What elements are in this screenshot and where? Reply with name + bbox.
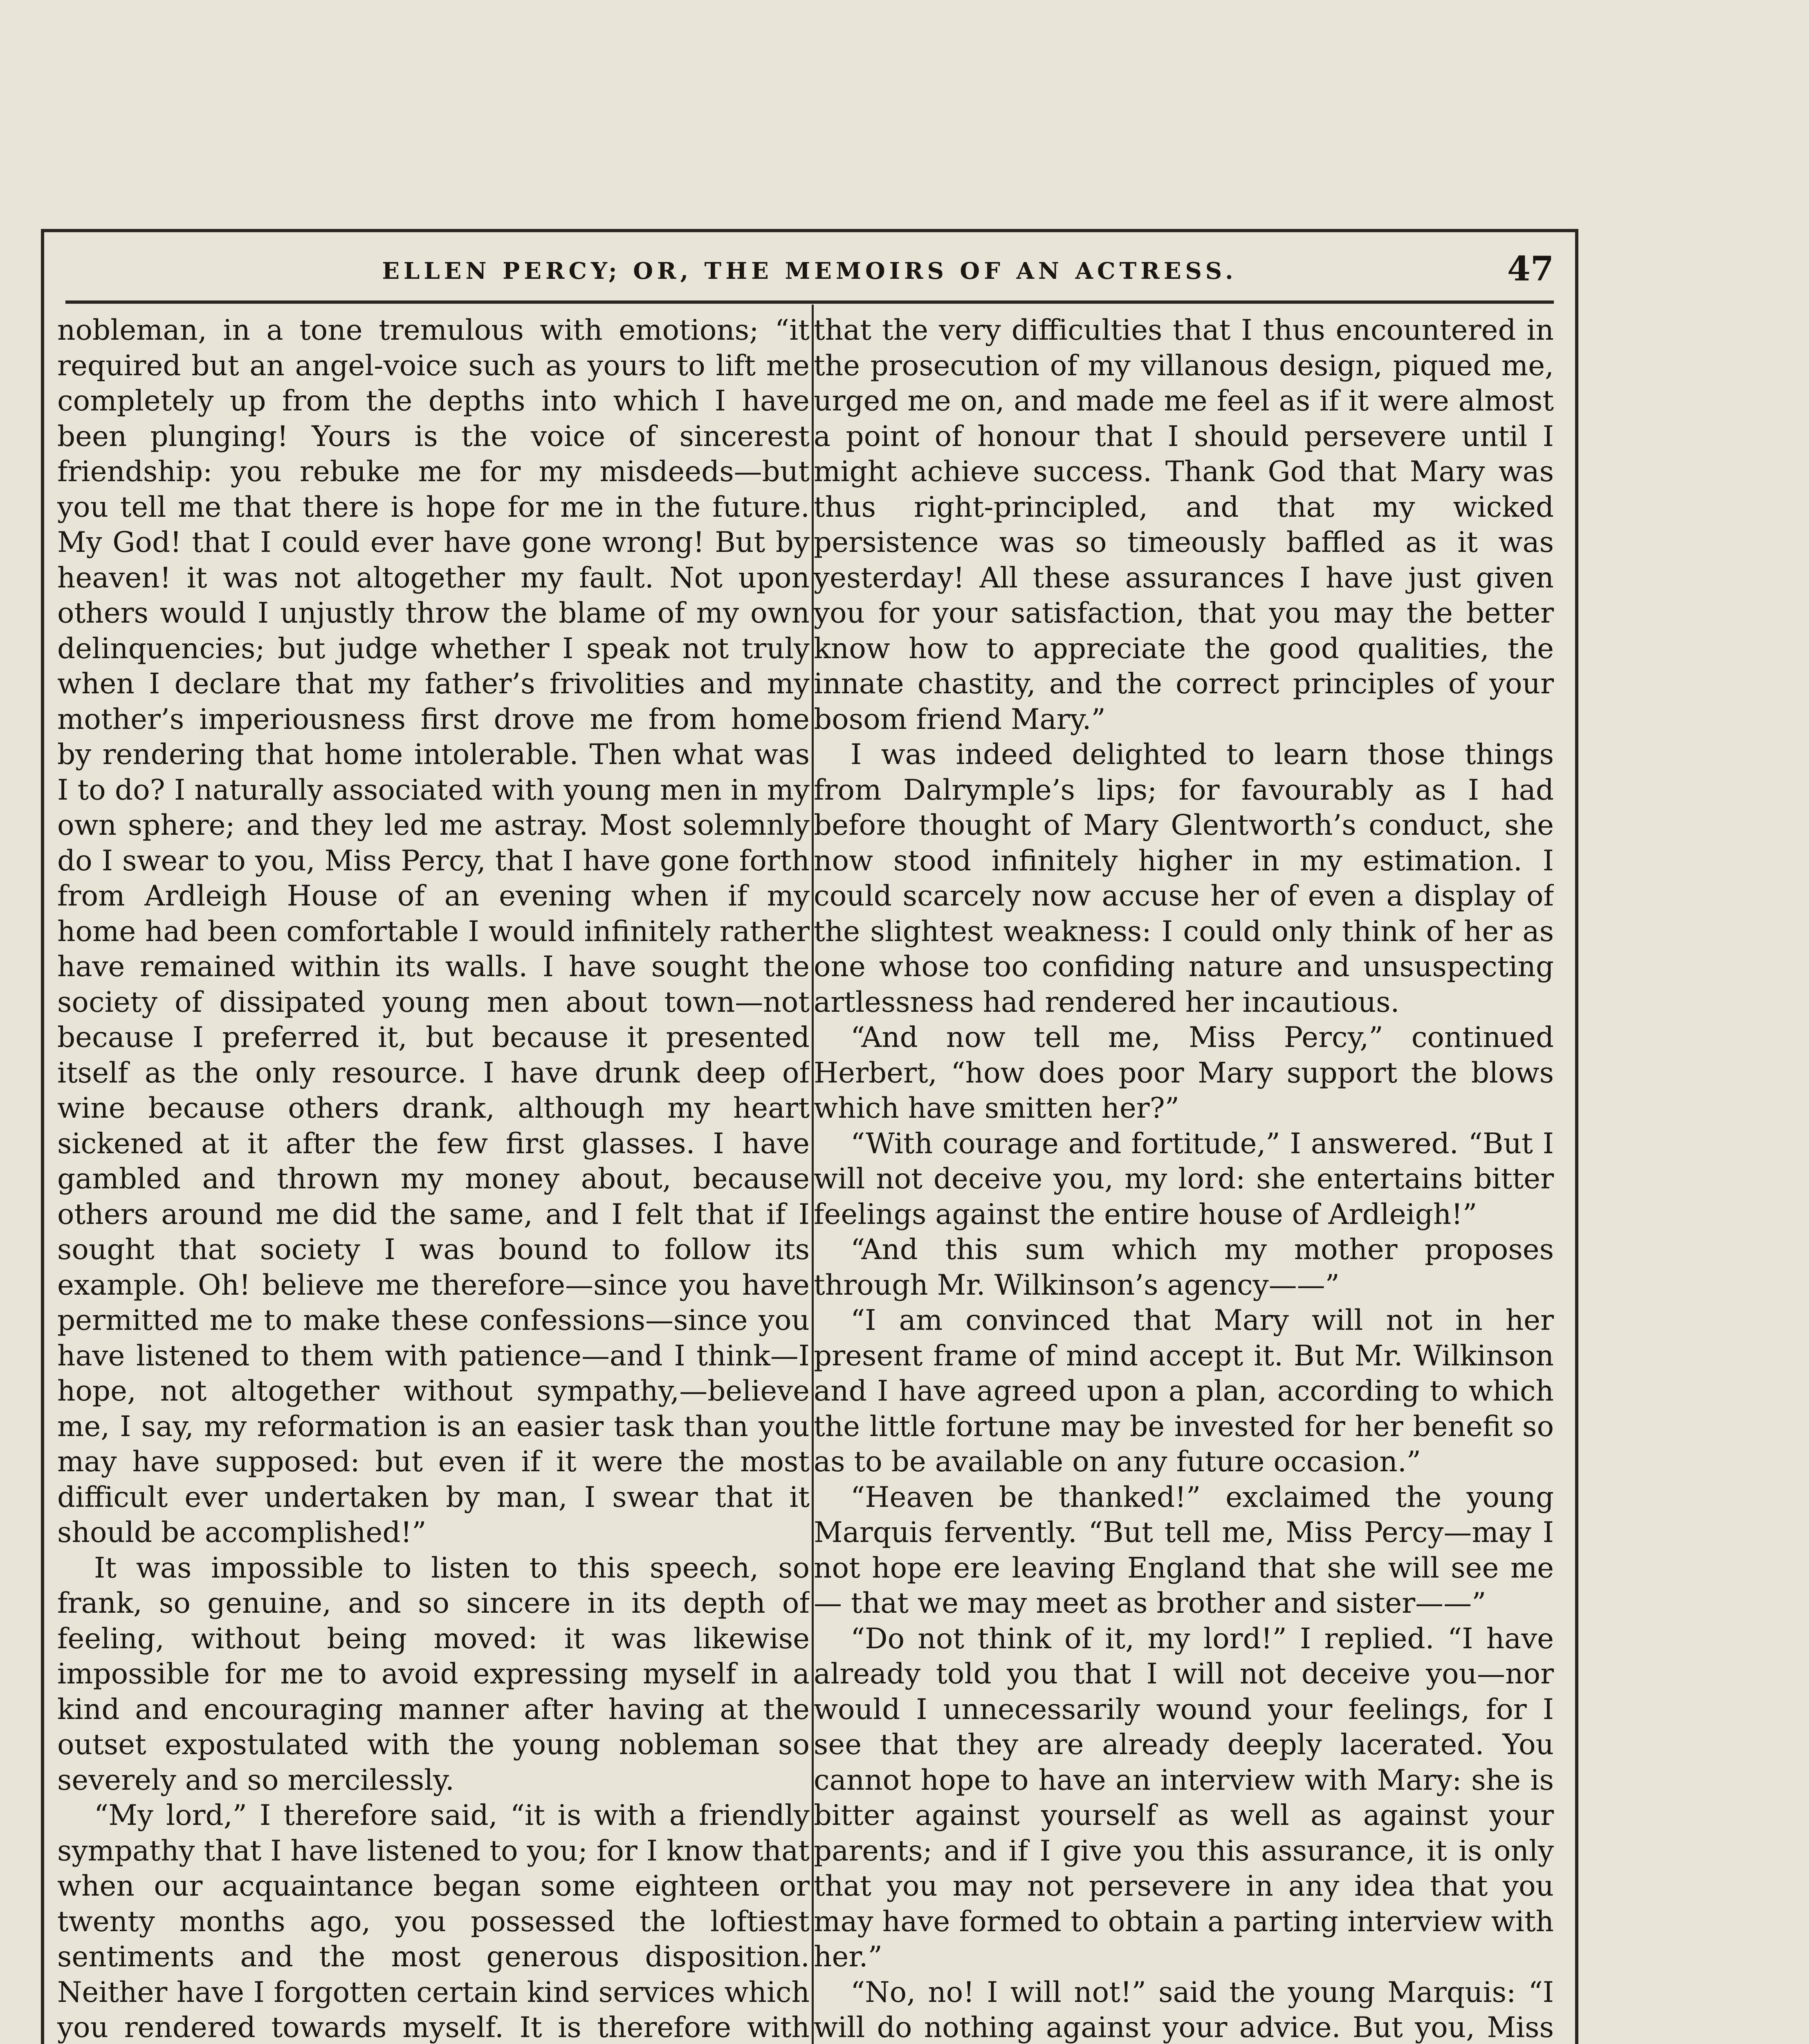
paragraph: “And this sum which my mother proposes through Mr. Wilkinson’s agency——” (814, 1233, 1554, 1302)
paragraph: that the very difficulties that I thus encountered in the prosecution of my villanous design, piqued me, urged me on, and made me feel as if it were almost a point of honour that I should persevere until I might achieve success. Thank God that Mary was thus right-principled, and that my wicked persistence was so timeously baffled as it was yesterday! All these assurances I have just given you for your satisfaction, that you may the better know how to appreciate the good qualities, the innate chastity, and the correct principles of your bosom friend Mary.” (814, 314, 1554, 736)
paragraph: “With courage and fortitude,” I answered. “But I will not deceive you, my lord: she entertains bitter feelings against the entire house of Ardleigh!” (814, 1127, 1554, 1231)
right-column (814, 313, 1554, 2044)
paragraph: nobleman, in a tone tremulous with emotions; “it required but an angel-voice such as yours to lift me completely up from the depths into which I have been plunging! Yours is the voice of sincerest friendship: you rebuke me for my misdeeds—but you tell me that there is hope for me in the future. My God! that I could ever have gone wrong! But by heaven! it was not altogether my fault. Not upon others would I unjustly throw the blame of my own delinquencies; but judge whether I speak not truly when I declare that my father’s frivolities and my mother’s imperiousness first drove me from home by rendering that home intolerable. Then what was I to do? I naturally associated with young men in my own sphere; and they led me astray. Most solemnly do I swear to you, Miss Percy, that I have gone forth from Ardleigh House of an evening when if my home had been comfortable I would infinitely rather have remained within its walls. I have sought the society of dissipated young men about town—not because I preferred it, but because it presented itself as the only resource. I have drunk deep of wine because others drank, although my heart sickened at it after the few first glasses. I have gambled and thrown my money about, because others around me did the same, and I felt that if I sought that society I was bound to follow its example. Oh! believe me therefore—since you have permitted me to make these confessions—since you have listened to them with patience—and I think—I hope, not altogether without sympathy,—believe me, I say, my reformation is an easier task than you may have supposed: but even if it were the most difficult ever undertaken by man, I swear that it should be accomplished!” (57, 314, 810, 1549)
paragraph: “I am convinced that Mary will not in her present frame of mind accept it. But Mr. Wilkinson and I have agreed upon a plan, according to which the little fortune may be invested for her benefit so as to be available on any future occasion.” (814, 1304, 1554, 1478)
paragraph: It was impossible to listen to this speech, so frank, so genuine, and so sincere in its depth of feeling, without being moved: it was likewise impossible for me to avoid expressing myself in a kind and encouraging manner after having at the outset expostulated with the young nobleman so severely and so mercilessly. (57, 1551, 810, 1797)
page-number: 47 (1507, 249, 1554, 289)
paragraph: “Heaven be thanked!” exclaimed the young Marquis fervently. “But tell me, Miss Percy—may I not hope ere leaving England that she will see me — that we may meet as brother and sister——” (814, 1481, 1554, 1620)
paragraph: “And now tell me, Miss Percy,” continued Herbert, “how does poor Mary support the blows which have smitten her?” (814, 1021, 1554, 1125)
paragraph: I was indeed delighted to learn those things from Dalrymple’s lips; for favourably as I had before thought of Mary Glentworth’s conduct, she now stood infinitely higher in my estimation. I could scarcely now accuse her of even a display of the slightest weakness: I could only think of her as one whose too confiding nature and unsuspecting artlessness had rendered her incautious. (814, 738, 1554, 1019)
left-column (57, 313, 810, 2044)
page-header (65, 249, 1554, 298)
running-title: ELLEN PERCY; OR, THE MEMOIRS OF AN ACTRESS. (382, 258, 1237, 285)
paragraph: “My lord,” I therefore said, “it is with a friendly sympathy that I have listened to you; for I know that when our acquaintance began some eighteen or twenty months ago, you possessed the loftiest sentiments and the most generous disposition. Neither have I forgotten certain kind services which you rendered towards myself. It is therefore with (57, 1799, 810, 2044)
paragraph: “No, no! I will not!” said the young Marquis: “I will do nothing against your advice. But you, Miss (814, 1976, 1554, 2044)
header-rule (65, 300, 1554, 304)
paragraph: “Do not think of it, my lord!” I replied. “I have already told you that I will not deceive you—nor would I unnecessarily wound your feelings, for I see that they are already deeply lacerated. You cannot hope to have an interview with Mary: she is bitter against yourself as well as against your parents; and if I give you this assurance, it is only that you may not persevere in any idea that you may have formed to obtain a parting interview with her.” (814, 1622, 1554, 1973)
